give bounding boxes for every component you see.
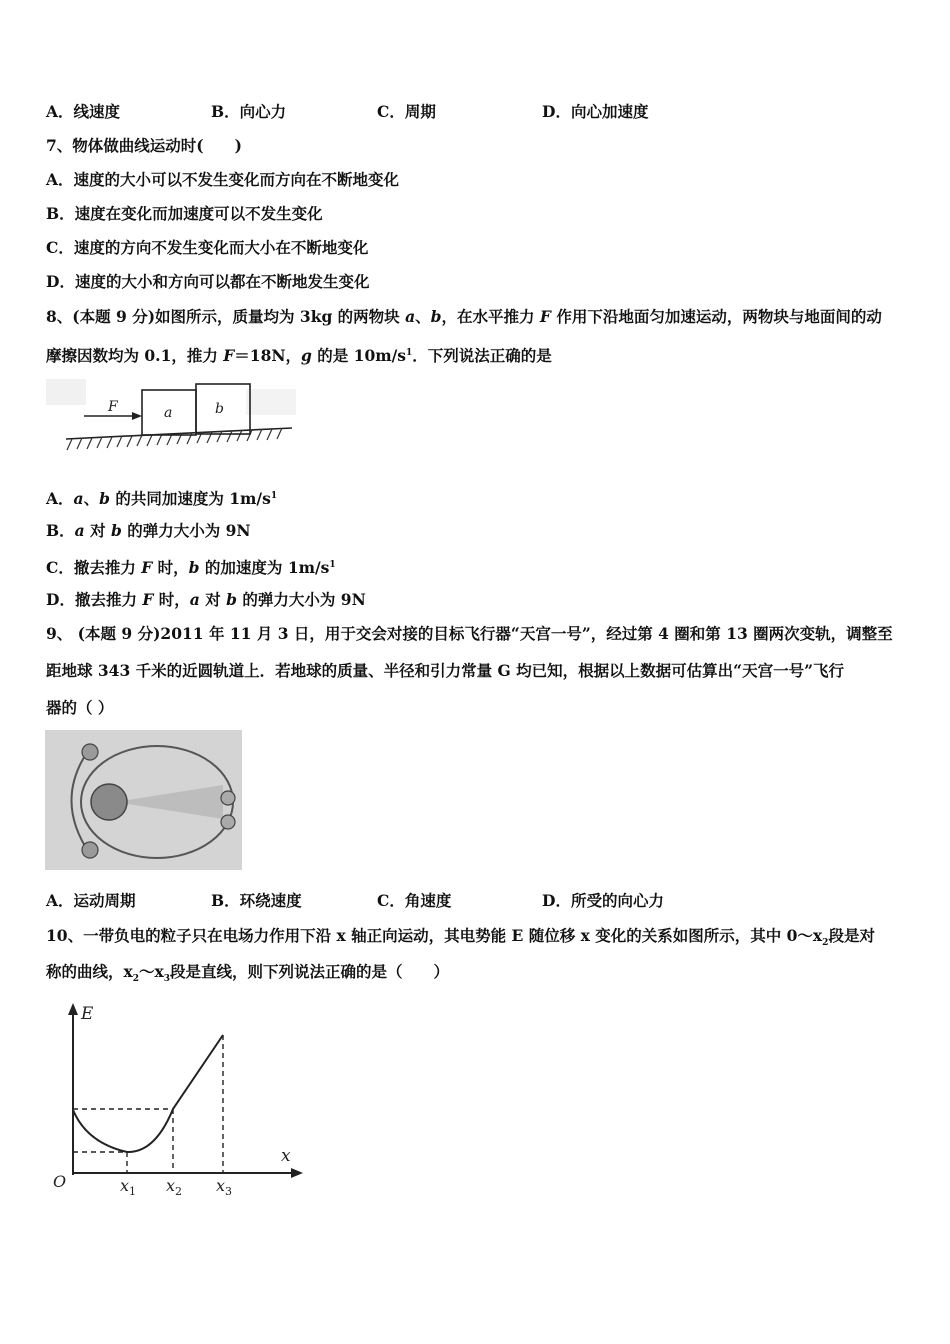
q7-stem: 7、物体做曲线运动时( ): [46, 136, 242, 155]
q9-stem-line2: 距地球 343 千米的近圆轨道上．若地球的质量、半径和引力常量 G 均已知，根据以上数据可估算出“天宫一号”飞行: [46, 661, 845, 680]
q6-option-c: C．周期: [377, 102, 436, 121]
q9-option-a: A．运动周期: [46, 891, 136, 910]
q6-option-a: A．线速度: [46, 102, 121, 121]
q9-option-d: D．所受的向心力: [542, 891, 664, 910]
q8-option-a: A．a、b 的共同加速度为 $1m/s^1$: [46, 489, 278, 509]
q7-option-d: D．速度的大小和方向可以都在不断地发生变化: [46, 272, 370, 291]
q10-stem-line2: 称的曲线，$x_2\sim x_3$段是直线，则下列说法正确的是（ ）: [46, 962, 450, 985]
q6-option-b: B．向心力: [211, 102, 287, 121]
q7-option-a: A．速度的大小可以不发生变化而方向在不断地变化: [46, 170, 400, 189]
q8-stem-line1: 8、(本题 9 分)如图所示，质量均为 3kg 的两物块 a、b，在水平推力 F 作用下沿地面匀加速运动，两物块与地面间的动: [46, 307, 882, 326]
x-axis-label: x: [281, 1146, 291, 1166]
q8-blocks-figure: [46, 375, 296, 455]
force-label: F: [108, 399, 118, 415]
q10-energy-graph: [45, 995, 315, 1200]
q9-stem-line1: 9、 (本题 9 分)2011 年 11 月 3 日，用于交会对接的目标飞行器“天宫一号”，经过第 4 圈和第 13 圈两次变轨，调整至: [46, 624, 893, 643]
q8-option-d: D．撤去推力 F 时，a 对 b 的弹力大小为 9N: [46, 590, 366, 609]
q9-stem-line3: 器的（ ）: [46, 698, 114, 717]
q10-stem-line1: 10、一带负电的粒子只在电场力作用下沿 x 轴正向运动，其电势能 E 随位移 x 变化的关系如图所示，其中 $0\sim x_2$段是对: [46, 926, 875, 949]
x2-tick-label: $x_2$: [166, 1176, 183, 1198]
q9-option-c: C．角速度: [377, 891, 452, 910]
q8-option-c: C．撤去推力 F 时，b 的加速度为 $1m/s^1$: [46, 558, 336, 578]
e-axis-label: E: [81, 1004, 94, 1024]
q7-option-c: C．速度的方向不发生变化而大小在不断地变化: [46, 238, 369, 257]
q8-option-b: B．a 对 b 的弹力大小为 9N: [46, 521, 251, 540]
block-b-label: b: [215, 401, 224, 417]
q7-option-b: B．速度在变化而加速度可以不发生变化: [46, 204, 323, 223]
block-a-label: a: [164, 405, 173, 421]
q9-orbit-figure: [45, 730, 242, 870]
q8-stem-line2: 摩擦因数均为 0.1，推力 F＝18N，g 的是 $10m/s^1$．下列说法正确的是: [46, 346, 552, 366]
x3-tick-label: $x_3$: [216, 1176, 233, 1198]
x1-tick-label: $x_1$: [120, 1176, 137, 1198]
q6-option-d: D．向心加速度: [542, 102, 649, 121]
q9-option-b: B．环绕速度: [211, 891, 302, 910]
origin-label: O: [53, 1172, 67, 1191]
